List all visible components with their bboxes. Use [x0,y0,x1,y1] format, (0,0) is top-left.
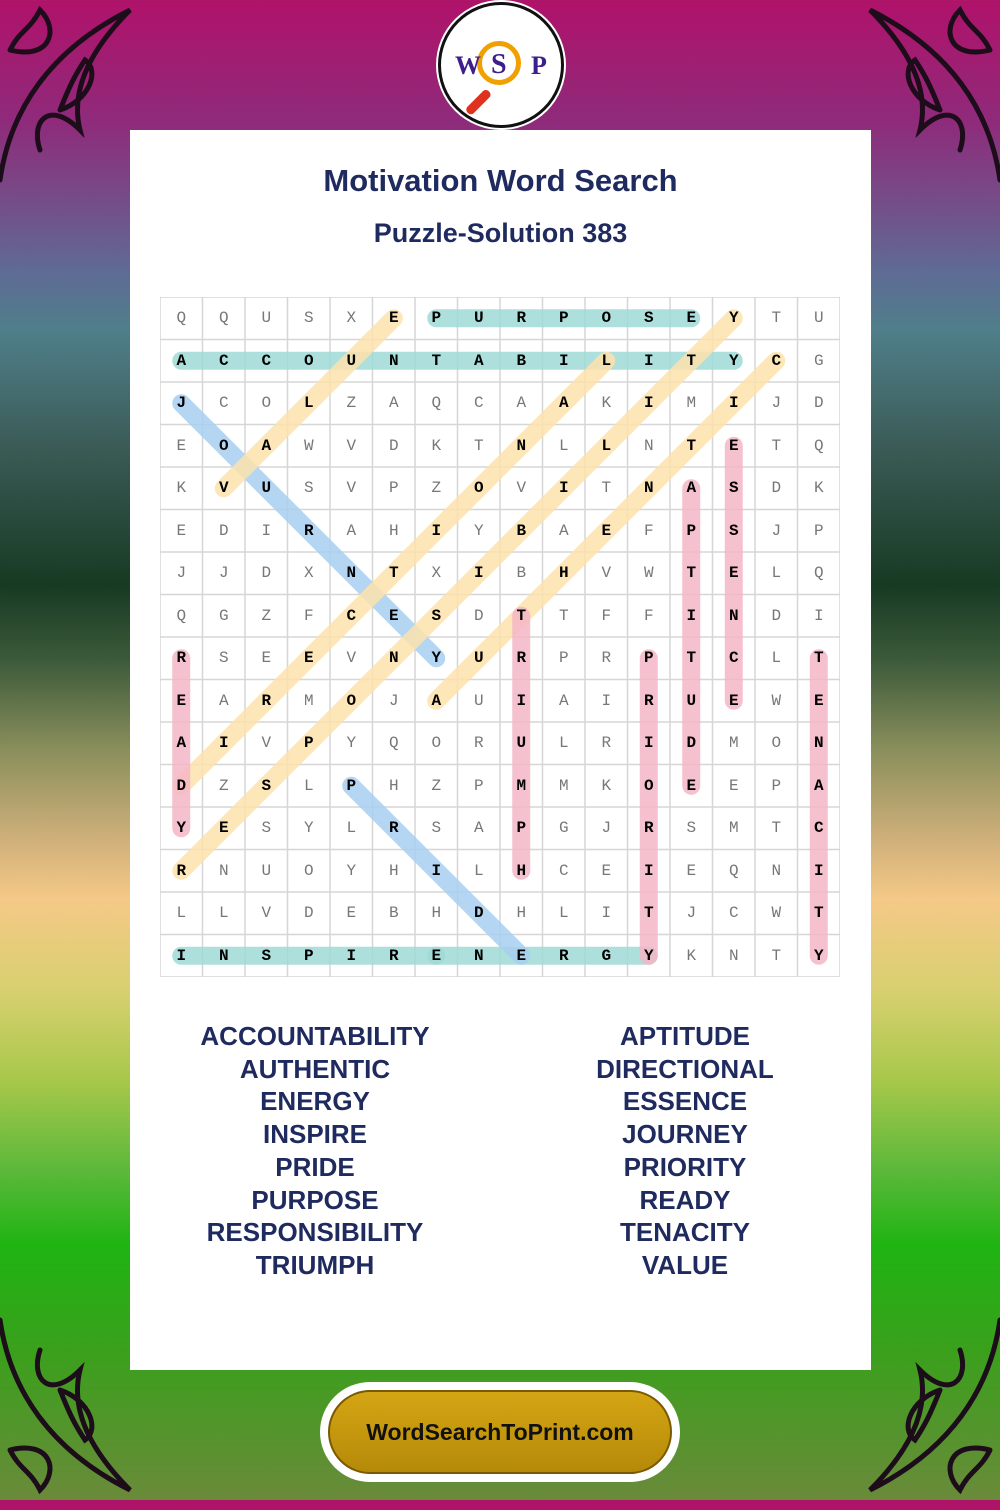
grid-cell[interactable]: V [601,564,612,583]
grid-cell[interactable]: Q [728,861,739,880]
grid-cell[interactable]: L [601,351,612,370]
grid-cell[interactable]: I [261,521,272,540]
grid-cell[interactable]: T [516,606,527,625]
grid-cell[interactable]: A [516,394,527,413]
grid-cell[interactable]: A [431,691,442,710]
grid-cell[interactable]: H [516,861,527,880]
grid-cell[interactable]: S [728,521,739,540]
grid-cell[interactable]: B [516,521,527,540]
grid-cell[interactable]: E [686,309,697,328]
grid-cell[interactable]: I [686,606,697,625]
website-button[interactable] [320,1382,680,1482]
grid-cell[interactable]: F [303,606,314,625]
grid-cell[interactable]: I [601,904,612,923]
grid-cell[interactable]: Y [728,309,739,328]
grid-cell[interactable]: J [601,819,612,838]
grid-cell[interactable]: S [303,309,314,328]
grid-cell[interactable]: A [558,394,569,413]
grid-cell[interactable]: S [643,309,654,328]
grid-cell[interactable]: A [261,436,272,455]
grid-cell[interactable]: C [218,351,229,370]
grid-cell[interactable]: E [218,819,229,838]
grid-cell[interactable]: T [686,436,697,455]
grid-cell[interactable]: O [303,351,314,370]
grid-cell[interactable]: Z [431,479,442,498]
grid-cell[interactable]: E [728,564,739,583]
grid-cell[interactable]: T [771,436,782,455]
grid-cell[interactable]: S [261,776,272,795]
grid-cell[interactable]: L [558,734,569,753]
grid-cell[interactable]: T [771,309,782,328]
grid-cell[interactable]: P [516,819,527,838]
grid-cell[interactable]: P [346,776,357,795]
grid-cell[interactable]: G [218,606,229,625]
grid-cell[interactable]: N [516,436,527,455]
grid-cell[interactable]: S [218,649,229,668]
grid-cell[interactable]: R [176,861,187,880]
grid-cell[interactable]: P [771,776,782,795]
grid-cell[interactable]: L [558,904,569,923]
grid-cell[interactable]: W [303,436,314,455]
grid-cell[interactable]: I [558,351,569,370]
grid-cell[interactable]: G [558,819,569,838]
grid-cell[interactable]: T [686,351,697,370]
grid-cell[interactable]: O [346,691,357,710]
grid-cell[interactable]: L [771,649,782,668]
grid-cell[interactable]: O [473,479,484,498]
grid-cell[interactable]: E [303,649,314,668]
grid-cell[interactable]: Y [303,819,314,838]
grid-cell[interactable]: U [473,649,484,668]
grid-cell[interactable]: X [431,564,442,583]
grid-cell[interactable]: K [686,946,697,965]
grid-cell[interactable]: R [643,819,654,838]
word-list-item: PRIORITY [623,1151,747,1182]
grid-cell[interactable]: E [601,521,612,540]
grid-cell[interactable]: A [218,691,229,710]
grid-cell[interactable]: H [516,904,527,923]
grid-cell[interactable]: N [643,436,654,455]
website-button-label: WordSearchToPrint.com [328,1390,672,1474]
grid-cell[interactable]: J [771,394,782,413]
grid-cell[interactable]: L [771,564,782,583]
grid-cell[interactable]: E [261,649,272,668]
grid-cell[interactable]: I [813,606,824,625]
grid-cell[interactable]: E [601,861,612,880]
grid-cell[interactable]: E [388,309,399,328]
grid-cell[interactable]: Y [813,946,824,965]
grid-cell[interactable]: E [516,946,527,965]
grid-cell[interactable]: T [473,436,484,455]
grid-cell[interactable]: C [728,649,739,668]
grid-cell[interactable]: B [388,904,399,923]
grid-cell[interactable]: P [388,479,399,498]
grid-cell[interactable]: T [686,564,697,583]
grid-cell[interactable]: Y [728,351,739,370]
page-title: Motivation Word Search [323,163,678,198]
word-list-item: PRIDE [275,1151,355,1182]
grid-cell[interactable]: K [601,394,612,413]
grid-cell[interactable]: O [303,861,314,880]
grid-cell[interactable]: S [303,479,314,498]
grid-cell[interactable]: Z [218,776,229,795]
grid-cell[interactable]: R [516,649,527,668]
grid-cell[interactable]: N [218,861,229,880]
grid-cell[interactable]: R [388,819,399,838]
grid-cell[interactable]: K [431,436,442,455]
grid-cell[interactable]: M [728,819,739,838]
grid-cell[interactable]: K [601,776,612,795]
grid-cell[interactable]: D [813,394,824,413]
grid-cell[interactable]: A [473,819,484,838]
grid-cell[interactable]: G [813,351,824,370]
grid-cell[interactable]: I [176,946,187,965]
word-list-right [500,1020,870,1282]
grid-cell[interactable]: X [346,309,357,328]
grid-cell[interactable]: E [728,691,739,710]
word-list-item: ACCOUNTABILITY [200,1021,430,1051]
grid-cell[interactable]: I [643,394,654,413]
grid-cell[interactable]: Z [261,606,272,625]
grid-cell[interactable]: U [261,861,272,880]
grid-cell[interactable]: H [388,776,399,795]
word-list-item: INSPIRE [262,1119,368,1150]
grid-cell[interactable]: I [516,691,527,710]
grid-cell[interactable]: A [558,521,569,540]
grid-cell[interactable]: S [261,946,272,965]
grid-cell[interactable]: I [346,946,357,965]
grid-cell[interactable]: I [813,861,824,880]
grid-cell[interactable]: K [176,479,187,498]
grid-cell[interactable]: Q [813,564,824,583]
word-list-item: AUTHENTIC [239,1053,391,1084]
puzzle-card [130,130,871,1370]
grid-cell[interactable]: N [388,351,399,370]
grid-cell[interactable]: Y [473,521,484,540]
grid-cell[interactable]: T [686,649,697,668]
grid-cell[interactable]: E [728,776,739,795]
grid-cell[interactable]: R [303,521,314,540]
grid-cell[interactable]: T [388,564,399,583]
grid-cell[interactable]: L [218,904,229,923]
grid-cell[interactable]: F [643,521,654,540]
grid-cell[interactable]: T [771,946,782,965]
grid-cell[interactable]: U [813,309,824,328]
grid-cell[interactable]: R [473,734,484,753]
grid-cell[interactable]: I [601,691,612,710]
grid-cell[interactable]: L [303,394,314,413]
grid-cell[interactable]: K [813,479,824,498]
grid-cell[interactable]: C [813,819,824,838]
grid-cell[interactable]: T [813,649,824,668]
grid-cell[interactable]: N [346,564,357,583]
grid-cell[interactable]: E [431,946,442,965]
grid-cell[interactable]: T [558,606,569,625]
grid-cell[interactable]: E [813,691,824,710]
letter-grid [160,297,840,977]
grid-cell[interactable]: O [431,734,442,753]
word-list-item: APTITUDE [620,1021,750,1051]
grid-cell[interactable]: I [431,521,442,540]
grid-cell[interactable]: U [516,734,527,753]
grid-cell[interactable]: Q [388,734,399,753]
grid-cell[interactable]: O [218,436,229,455]
grid-cell[interactable]: A [558,691,569,710]
grid-cell[interactable]: A [473,351,484,370]
grid-cell[interactable]: W [643,564,654,583]
grid-cell[interactable]: R [601,734,612,753]
grid-cell[interactable]: U [261,479,272,498]
grid-cell[interactable]: S [431,819,442,838]
grid-cell[interactable]: V [261,904,272,923]
grid-cell[interactable]: E [686,861,697,880]
grid-cell[interactable]: D [473,904,484,923]
grid-cell[interactable]: E [388,606,399,625]
site-logo[interactable] [438,2,564,128]
grid-cell[interactable]: U [686,691,697,710]
word-list-item: PURPOSE [251,1184,379,1215]
grid-cell[interactable]: C [558,861,569,880]
grid-cell[interactable]: N [473,946,484,965]
grid-cell[interactable]: C [728,904,739,923]
grid-cell[interactable]: F [643,606,654,625]
grid-cell[interactable]: E [176,521,187,540]
word-list-item: DIRECTIONAL [596,1053,774,1084]
grid-cell[interactable]: U [473,309,484,328]
grid-cell[interactable]: O [643,776,654,795]
grid-cell[interactable]: M [558,776,569,795]
grid-cell[interactable]: V [346,649,357,668]
grid-cell[interactable]: S [431,606,442,625]
grid-cell[interactable]: E [728,436,739,455]
grid-cell[interactable]: H [388,521,399,540]
grid-cell[interactable]: X [303,564,314,583]
grid-cell[interactable]: O [771,734,782,753]
grid-cell[interactable]: Q [176,309,187,328]
page-subtitle: Puzzle-Solution 383 [373,218,628,248]
grid-cell[interactable]: A [346,521,357,540]
grid-cell[interactable]: D [218,521,229,540]
grid-cell[interactable]: P [303,946,314,965]
grid-cell[interactable]: R [388,946,399,965]
grid-cell[interactable]: U [473,691,484,710]
grid-cell[interactable]: A [176,351,187,370]
grid-cell[interactable]: P [431,309,442,328]
grid-cell[interactable]: Q [813,436,824,455]
word-list-item: TENACITY [620,1217,750,1248]
grid-cell[interactable]: O [261,394,272,413]
grid-cell[interactable]: D [176,776,187,795]
grid-cell[interactable]: Y [346,734,357,753]
grid-cell[interactable]: D [261,564,272,583]
word-list-left [130,1020,500,1282]
grid-cell[interactable]: W [771,904,782,923]
grid-cell[interactable]: E [686,776,697,795]
grid-cell[interactable]: E [176,436,187,455]
grid-cell[interactable]: C [346,606,357,625]
grid-cell[interactable]: H [558,564,569,583]
logo-letter-w: W [455,51,481,80]
grid-cell[interactable]: W [771,691,782,710]
grid-cell[interactable]: J [388,691,399,710]
grid-cell[interactable]: P [813,521,824,540]
grid-cell[interactable]: P [686,521,697,540]
grid-cell[interactable]: V [516,479,527,498]
grid-cell[interactable]: M [728,734,739,753]
grid-cell[interactable]: S [728,479,739,498]
grid-cell[interactable]: V [346,479,357,498]
grid-cell[interactable]: L [303,776,314,795]
grid-cell[interactable]: B [516,351,527,370]
grid-cell[interactable]: A [813,776,824,795]
grid-cell[interactable]: I [643,351,654,370]
grid-cell[interactable]: J [771,521,782,540]
grid-cell[interactable]: V [218,479,229,498]
grid-cell[interactable]: C [771,351,782,370]
grid-cell[interactable]: I [643,861,654,880]
word-list-item: ESSENCE [622,1086,748,1117]
grid-cell[interactable]: V [261,734,272,753]
grid-cell[interactable]: L [473,861,484,880]
grid-cell[interactable]: I [558,479,569,498]
word-list-item: TRIUMPH [255,1249,375,1280]
grid-cell[interactable]: A [176,734,187,753]
grid-cell[interactable]: T [813,904,824,923]
logo-letter-p: P [531,51,547,80]
word-list-item: READY [639,1184,731,1215]
grid-cell[interactable]: N [218,946,229,965]
grid-cell[interactable]: S [686,819,697,838]
grid-cell[interactable]: D [771,606,782,625]
grid-cell[interactable]: I [431,861,442,880]
grid-cell[interactable]: Y [176,819,187,838]
grid-cell[interactable]: C [218,394,229,413]
grid-cell[interactable]: P [558,649,569,668]
grid-cell[interactable]: I [473,564,484,583]
grid-cell[interactable]: N [728,946,739,965]
grid-cell[interactable]: N [771,861,782,880]
grid-cell[interactable]: P [303,734,314,753]
grid-cell[interactable]: C [261,351,272,370]
grid-cell[interactable]: I [728,394,739,413]
grid-cell[interactable]: U [346,351,357,370]
grid-cell[interactable]: R [516,309,527,328]
grid-cell[interactable]: J [218,564,229,583]
grid-cell[interactable]: L [601,436,612,455]
grid-cell[interactable]: H [388,861,399,880]
grid-cell[interactable]: Q [176,606,187,625]
grid-cell[interactable]: E [346,904,357,923]
grid-cell[interactable]: Y [346,861,357,880]
logo-letter-s: S [491,49,507,80]
grid-cell[interactable]: J [686,904,697,923]
grid-cell[interactable]: J [176,564,187,583]
grid-cell[interactable]: S [261,819,272,838]
grid-cell[interactable]: T [431,351,442,370]
grid-cell[interactable]: A [388,394,399,413]
grid-cell[interactable]: C [473,394,484,413]
grid-cell[interactable]: J [176,394,187,413]
grid-cell[interactable]: Z [431,776,442,795]
grid-cell[interactable]: N [643,479,654,498]
grid-cell[interactable]: L [176,904,187,923]
grid-cell[interactable]: R [643,691,654,710]
grid-cell[interactable]: D [473,606,484,625]
grid-cell[interactable]: P [473,776,484,795]
grid-cell[interactable]: L [346,819,357,838]
word-list-item: RESPONSIBILITY [206,1217,424,1248]
grid-cell[interactable]: B [516,564,527,583]
grid-cell[interactable]: R [261,691,272,710]
grid-cell[interactable]: M [686,394,697,413]
grid-cell[interactable]: D [771,479,782,498]
grid-cell[interactable]: R [601,649,612,668]
grid-cell[interactable]: Q [431,394,442,413]
grid-cell[interactable]: T [643,904,654,923]
grid-cell[interactable]: L [558,436,569,455]
grid-cell[interactable]: D [303,904,314,923]
word-list-item: ENERGY [260,1086,370,1117]
grid-cell[interactable]: U [261,309,272,328]
grid-cell[interactable]: Z [346,394,357,413]
grid-cell[interactable]: F [601,606,612,625]
grid-cell[interactable]: R [558,946,569,965]
grid-cell[interactable]: I [218,734,229,753]
grid-cell[interactable]: A [686,479,697,498]
grid-cell[interactable]: Y [643,946,654,965]
grid-cell[interactable]: P [558,309,569,328]
word-list-item: JOURNEY [622,1119,748,1150]
grid-cell[interactable]: N [388,649,399,668]
grid-cell[interactable]: E [176,691,187,710]
grid-cell[interactable]: D [388,436,399,455]
grid-cell[interactable]: M [516,776,527,795]
grid-cell[interactable]: N [728,606,739,625]
grid-cell[interactable]: N [813,734,824,753]
grid-cell[interactable]: D [686,734,697,753]
grid-cell[interactable]: M [303,691,314,710]
word-list-item: VALUE [641,1249,729,1280]
grid-cell[interactable]: H [431,904,442,923]
grid-cell[interactable]: I [643,734,654,753]
grid-cell[interactable]: P [643,649,654,668]
grid-cell[interactable]: T [601,479,612,498]
grid-cell[interactable]: T [771,819,782,838]
magnifier-handle [465,88,493,116]
grid-cell[interactable]: Y [431,649,442,668]
grid-cell[interactable]: R [176,649,187,668]
grid-cell[interactable]: G [601,946,612,965]
grid-cell[interactable]: V [346,436,357,455]
grid-cell[interactable]: O [601,309,612,328]
grid-cell[interactable]: Q [218,309,229,328]
